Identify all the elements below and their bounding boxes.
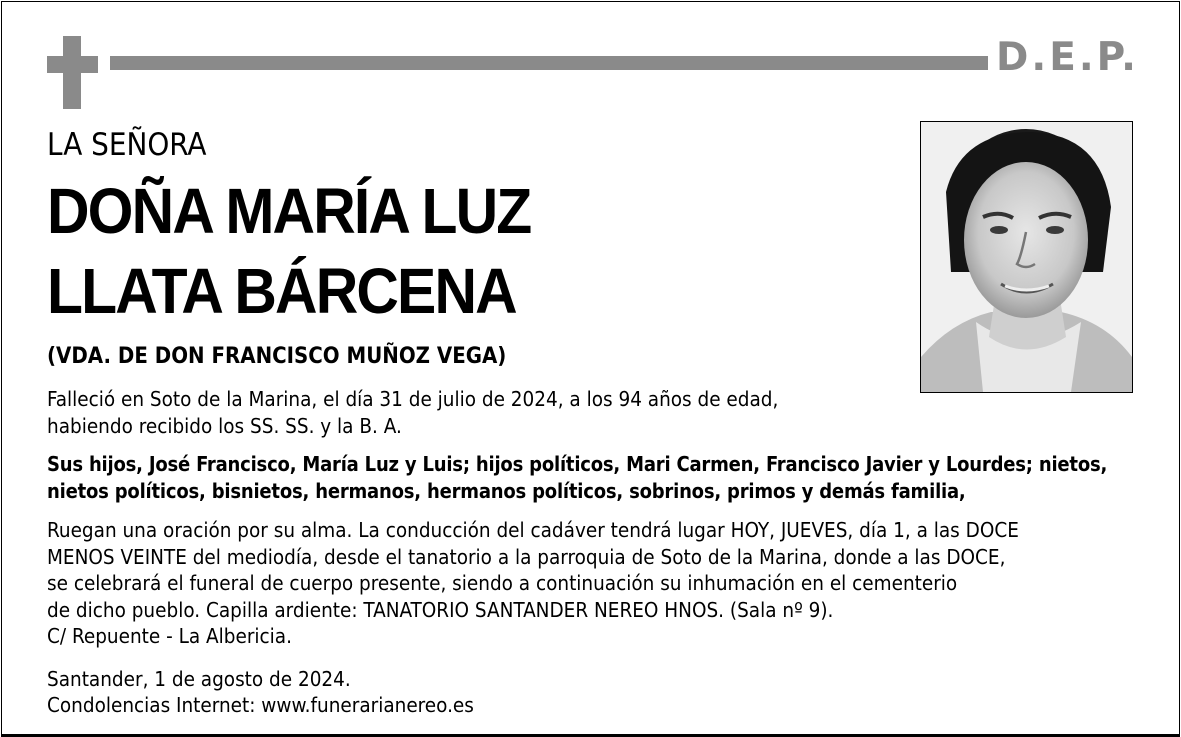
request-line: MENOS VEINTE del mediodía, desde el tanatorio a la parroquia de Soto de la Marina, donde a las DOCE,: [47, 544, 1006, 569]
header-rule: [110, 56, 988, 70]
honorific: LA SEÑORA: [47, 127, 207, 163]
family-list: [47, 451, 1107, 504]
portrait-photo: [920, 121, 1133, 393]
widow-of: (VDA. DE DON FRANCISCO MUÑOZ VEGA): [47, 344, 507, 369]
request-line: de dicho pueblo. Capilla ardiente: TANATORIO SANTANDER NEREO HNOS. (Sala nº 9).: [47, 597, 834, 622]
deceased-name-line2: LLATA BÁRCENA: [47, 255, 516, 327]
cross-icon-arm: [47, 56, 98, 73]
funeral-request: [47, 517, 1019, 650]
death-notice: [47, 386, 778, 439]
deceased-name-line1: DOÑA MARÍA LUZ: [47, 175, 531, 247]
death-notice-line: Falleció en Soto de la Marina, el día 31 de julio de 2024, a los 94 años de edad,: [47, 387, 779, 411]
death-notice-line: habiendo recibido los SS. SS. y la B. A.: [47, 413, 402, 438]
request-line: Ruegan una oración por su alma. La conducción del cadáver tendrá lugar HOY, JUEVES, día 1, a las DOCE: [47, 518, 1019, 542]
family-line: nietos políticos, bisnietos, hermanos, hermanos políticos, sobrinos, primos y demás familia,: [47, 478, 966, 503]
place-date: Santander, 1 de agosto de 2024.: [47, 667, 351, 691]
request-line: se celebrará el funeral de cuerpo presente, siendo a continuación su inhumación en el cementerio: [47, 571, 958, 595]
condolences-link[interactable]: Condolencias Internet: www.funerarianereo.es: [47, 693, 474, 717]
family-line: Sus hijos, José Francisco, María Luz y Luis; hijos políticos, Mari Carmen, Francisco Javier y Lourdes; nietos,: [47, 452, 1108, 476]
request-line: C/ Repuente - La Albericia.: [47, 624, 292, 648]
dep-label: D.E.P.: [996, 35, 1139, 80]
